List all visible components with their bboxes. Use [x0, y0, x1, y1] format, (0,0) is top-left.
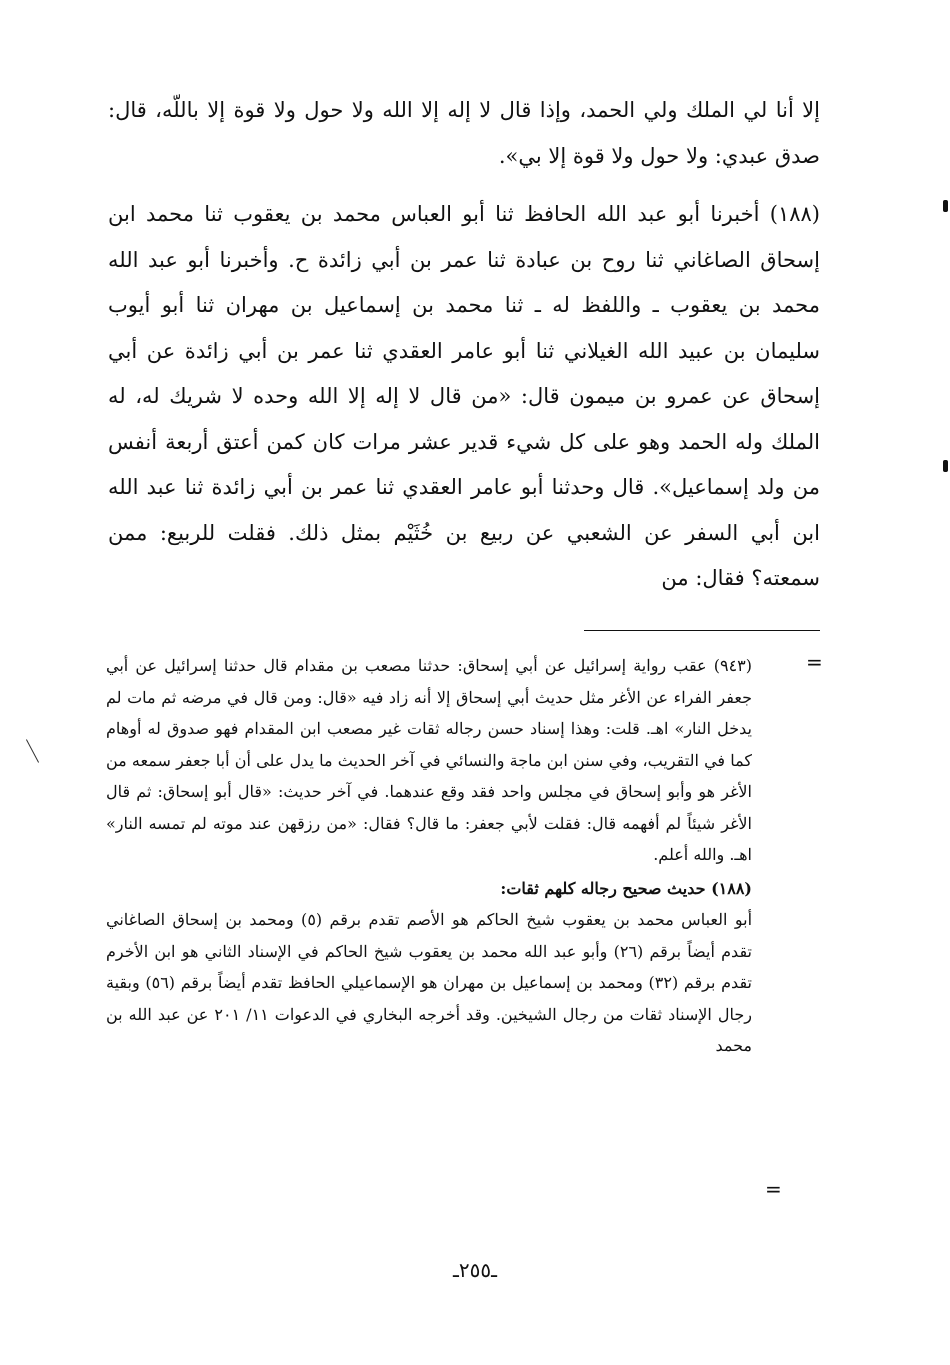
footnote-continuation-mark: =: [806, 650, 823, 674]
stray-pen-mark: [26, 739, 39, 762]
footnote-end-continuation-mark: =: [765, 1177, 782, 1201]
footnote-188-heading: (١٨٨) حديث صحيح رجاله كلهم ثقات:: [500, 878, 752, 898]
footnote-188-body: أبو العباس محمد بن يعقوب شيخ الحاكم هو الأصم تقدم برقم (٥) ومحمد بن إسحاق الصاغاني تقدم أيضاً برقم (٢٦) وأبو عبد الله محمد بن يعقوب شيخ الحاكم في الإسناد الثاني هو ابن الأخرم تقدم برقم (٣٢) ومحمد بن إسماعيل بن مهران هو الإسماعيلي الحافظ تقدم أيضاً برقم (٥٦) وبقية رجال الإسناد ثقات من رجال الشيخين. وقد أخرجه البخاري في الدعوات ١١/ ٢٠١ عن عبد الله بن محمد: [106, 910, 753, 1055]
margin-mark: [943, 460, 948, 472]
main-paragraph-hadith-188: (١٨٨) أخبرنا أبو عبد الله الحافظ ثنا أبو العباس محمد بن يعقوب ثنا محمد ابن إسحاق الصاغاني ثنا روح بن عبادة ثنا عمر بن أبي زائدة ح. وأخبرنا أبو عبد الله محمد بن يعقوب ـ واللفظ له ـ ثنا محمد بن إسماعيل بن مهران ثنا أبو أيوب سليمان بن عبيد الله الغيلاني ثنا أبو عامر العقدي ثنا عمر بن أبي زائدة عن أبي إسحاق عن عمرو بن ميمون قال: «من قال لا إله إلا الله وحده لا شريك له، له الملك وله الحمد وهو على كل شيء قدير عشر مرات كان كمن أعتق أربعة أنفس من ولد إسماعيل». قال وحدثنا أبو عامر العقدي ثنا عمر بن أبي زائدة ثنا عبد الله ابن أبي السفر عن الشعبي عن ربيع بن خُثَيْم بمثل ذلك. فقلت للربيع: ممن سمعته؟ فقال: من: [108, 202, 820, 590]
footnote-separator-rule: [584, 630, 820, 631]
main-paragraph-1: إلا أنا لي الملك ولي الحمد، وإذا قال لا إله إلا الله ولا حول ولا قوة إلا باللّه، قال: صدق عبدي: ولا حول ولا قوة إلا بي».: [108, 98, 820, 168]
footnotes-block: [106, 650, 752, 1062]
footnote-943: (٩٤٣) عقب رواية إسرائيل عن أبي إسحاق: حدثنا مصعب بن مقدام قال حدثنا إسرائيل عن أبي جعفر الفراء عن الأغر مثل حديث أبي إسحاق إلا أنه زاد فيه «قال: ومن قال في مرضه ثم مات لم يدخل النار» اهـ. قلت: وهذا إسناد حسن رجاله ثقات غير مصعب ابن المقدام فهو صدوق له أوهام كما في التقريب، وفي سنن ابن ماجة والنسائي في آخر الحديث ما يدل على أن أبا جعفر سمعه من الأغر هو وأبو إسحاق في مجلس واحد فقد وقع عندهما. في آخر حديث: «قال أبو إسحاق: ثم قال الأغر شيئاً لم أفهمه قال: فقلت لأبي جعفر: ما قال؟ فقال: «من رزقهن عند موته لم تمسه النار» اهـ. والله أعلم.: [106, 656, 753, 864]
main-text-block: [108, 88, 820, 602]
margin-mark: [943, 200, 948, 212]
page-number: ـ٢٥٥ـ: [453, 1258, 497, 1282]
